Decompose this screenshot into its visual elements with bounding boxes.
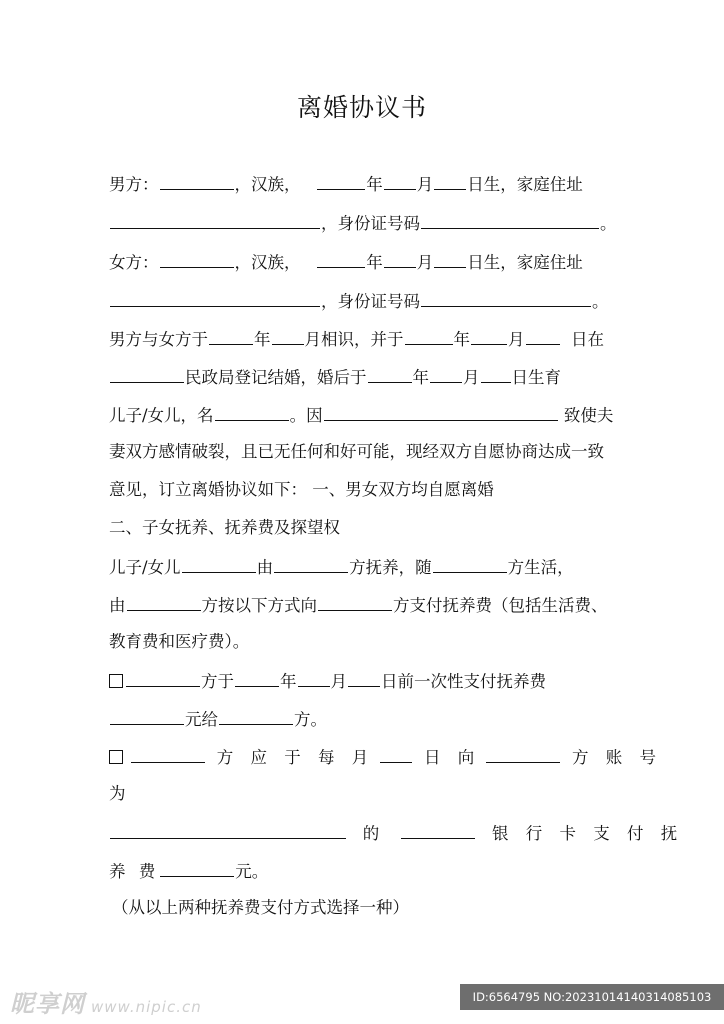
male-line-1 xyxy=(109,171,583,195)
child-birth-year-blank[interactable] xyxy=(368,364,412,383)
party-end-text: 方。 xyxy=(294,710,327,729)
female-id-label: ，身份证号码 xyxy=(321,292,420,311)
custody-line-1 xyxy=(109,554,574,578)
female-born-address-label: 日生，家庭住址 xyxy=(467,253,583,272)
birth-text: 日生育 xyxy=(511,368,561,387)
year-text: 年 xyxy=(412,368,429,387)
option-2-line-3 xyxy=(109,820,683,844)
living-text: 方生活， xyxy=(507,558,574,577)
year-text: 年 xyxy=(254,330,271,349)
custody-line-3: 教育费和医疗费）。 xyxy=(109,632,250,651)
female-ethnic: ，汉族， xyxy=(234,253,301,272)
female-birth-month-blank[interactable] xyxy=(384,249,416,268)
female-line-1 xyxy=(109,249,583,273)
month-text: 月 xyxy=(416,253,434,272)
bank-card-text: 银 行 卡 支 付 抚 xyxy=(491,824,684,843)
register-month-blank[interactable] xyxy=(471,326,507,345)
child-blank[interactable] xyxy=(182,554,256,573)
account-number-blank[interactable] xyxy=(110,820,346,839)
month-text: 月 xyxy=(330,672,347,691)
male-ethnic: ，汉族， xyxy=(234,175,301,194)
watermark-id-bar: ID:6564795 NO:20231014140314085103 xyxy=(460,984,724,1010)
female-birth-day-blank[interactable] xyxy=(434,249,466,268)
option-1-payer-blank[interactable] xyxy=(126,668,200,687)
met-year-blank[interactable] xyxy=(209,326,253,345)
civil-affairs-bureau-blank[interactable] xyxy=(110,364,184,383)
by-text: 由 xyxy=(109,596,126,615)
register-label: 月相识，并于 xyxy=(304,330,404,349)
child-birth-month-blank[interactable] xyxy=(430,364,462,383)
option-1-year-blank[interactable] xyxy=(235,668,279,687)
female-name-blank[interactable] xyxy=(160,249,234,268)
watermark-url: www.nipic.cn xyxy=(91,998,202,1016)
by-text: 由 xyxy=(256,558,274,577)
option-2-payer-blank[interactable] xyxy=(131,744,205,763)
option-1-amount-blank[interactable] xyxy=(110,706,184,725)
female-line-2 xyxy=(109,288,609,312)
watermark-logo-text: 昵享网 xyxy=(10,990,85,1018)
option-1-day-blank[interactable] xyxy=(348,668,380,687)
male-birth-day-blank[interactable] xyxy=(434,171,466,190)
option-1-line-2 xyxy=(109,706,327,730)
option-2-amount-blank[interactable] xyxy=(160,858,234,877)
day-to-text: 日 向 xyxy=(423,748,481,767)
reason-result-text: 致使夫 xyxy=(563,406,614,425)
register-year-blank[interactable] xyxy=(405,326,453,345)
option-1-checkbox[interactable] xyxy=(109,674,123,688)
male-born-address-label: 日生，家庭住址 xyxy=(467,175,583,194)
year-text: 年 xyxy=(366,175,383,194)
met-label: 男方与女方于 xyxy=(109,330,208,349)
month-text: 月 xyxy=(416,175,434,194)
child-name-label: 儿子/女儿，名 xyxy=(109,406,214,425)
custody-text: 方抚养，随 xyxy=(349,558,432,577)
option-2-payee-blank[interactable] xyxy=(486,744,560,763)
support-fee-text: 方支付抚养费（包括生活费、 xyxy=(393,596,608,615)
marriage-line-3 xyxy=(109,402,613,426)
option-2-checkbox[interactable] xyxy=(109,750,123,764)
section-2-heading: 二、子女抚养、抚养费及探望权 xyxy=(109,518,340,537)
male-address-blank[interactable] xyxy=(110,210,320,229)
option-2-line-2: 为 xyxy=(109,784,126,803)
female-birth-year-blank[interactable] xyxy=(317,249,365,268)
choose-note: （从以上两种抚养费支付方式选择一种） xyxy=(112,898,409,917)
male-birth-month-blank[interactable] xyxy=(384,171,416,190)
marriage-line-2 xyxy=(109,364,561,388)
yuan-end-text: 元。 xyxy=(235,862,269,881)
male-label: 男方： xyxy=(109,175,159,194)
document-title: 离婚协议书 xyxy=(296,93,427,122)
register-day-blank[interactable] xyxy=(526,326,560,345)
period: 。 xyxy=(592,292,609,311)
bank-name-blank[interactable] xyxy=(401,820,475,839)
option-2-day-blank[interactable] xyxy=(380,744,412,763)
year-text: 年 xyxy=(366,253,383,272)
custody-line-2 xyxy=(109,592,608,616)
male-id-blank[interactable] xyxy=(421,210,599,229)
day-at-text: 日在 xyxy=(571,330,604,349)
support-fee-text: 养 费 xyxy=(109,862,160,881)
option-1-line-1 xyxy=(109,668,546,692)
period: 。 xyxy=(600,214,617,233)
reason-label: 。因 xyxy=(289,406,323,425)
marriage-line-1 xyxy=(109,326,604,350)
party-at-text: 方于 xyxy=(201,672,234,691)
option-1-payee-blank[interactable] xyxy=(219,706,293,725)
payment-method-text: 方按以下方式向 xyxy=(201,596,317,615)
month-text: 月 xyxy=(508,330,525,349)
month-text: 月 xyxy=(463,368,480,387)
option-2-line-4 xyxy=(109,858,268,882)
monthly-text: 方 应 于 每 月 xyxy=(216,748,375,767)
option-2-line-1 xyxy=(109,744,662,768)
child-name-blank[interactable] xyxy=(215,402,289,421)
living-party-blank[interactable] xyxy=(433,554,507,573)
custody-party-blank[interactable] xyxy=(274,554,348,573)
of-text: 的 xyxy=(362,824,380,843)
male-name-blank[interactable] xyxy=(160,171,234,190)
payee-party-blank[interactable] xyxy=(318,592,392,611)
marriage-line-4: 妻双方感情破裂，且已无任何和好可能，现经双方自愿协商达成一致 xyxy=(109,442,604,461)
child-birth-day-blank[interactable] xyxy=(481,364,511,383)
registered-text: 民政局登记结婚，婚后于 xyxy=(185,368,367,387)
female-id-blank[interactable] xyxy=(421,288,591,307)
male-line-2 xyxy=(109,210,617,234)
marriage-line-5: 意见，订立离婚协议如下： 一、男女双方均自愿离婚 xyxy=(109,480,494,499)
female-address-blank[interactable] xyxy=(110,288,320,307)
male-birth-year-blank[interactable] xyxy=(317,171,365,190)
yuan-to-text: 元给 xyxy=(185,710,218,729)
option-1-month-blank[interactable] xyxy=(298,668,330,687)
lump-sum-text: 日前一次性支付抚养费 xyxy=(381,672,546,691)
year-text: 年 xyxy=(453,330,470,349)
account-text: 方 账 号 xyxy=(571,748,662,767)
watermark-logo xyxy=(10,984,202,1019)
female-label: 女方： xyxy=(109,253,159,272)
met-month-blank[interactable] xyxy=(272,326,304,345)
reason-blank[interactable] xyxy=(324,402,558,421)
child-label: 儿子/女儿 xyxy=(109,558,181,577)
year-text: 年 xyxy=(280,672,297,691)
male-id-label: ，身份证号码 xyxy=(321,214,420,233)
payer-party-blank[interactable] xyxy=(127,592,201,611)
